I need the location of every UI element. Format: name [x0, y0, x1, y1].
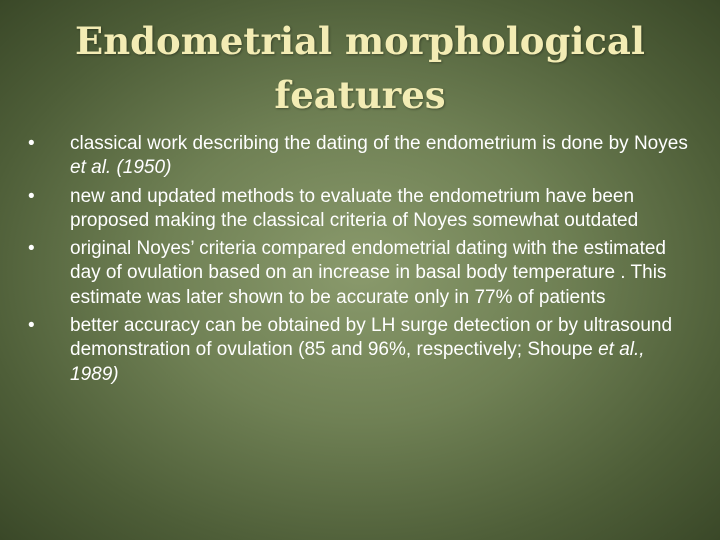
bullet-text: better accuracy can be obtained by LH surge detection or by ultrasound demonstration of ovulation (85 and 96%, respectively; Shoupe [70, 315, 673, 361]
bullet-citation: et al. (1950) [70, 157, 172, 179]
bullet-item [22, 185, 692, 234]
bullet-list [22, 132, 692, 391]
bullet-item [22, 132, 692, 181]
slide-title: Endometrial morphological features [75, 19, 645, 117]
bullet-text: new and updated methods to evaluate the endometrium have been proposed making the classical criteria of Noyes somewhat outdated [70, 185, 639, 231]
bullet-text: original Noyes’ criteria compared endometrial dating with the estimated day of ovulation based on an increase in basal body temperature . This estimate was later shown to be accurate only in 77% of patients [70, 238, 667, 308]
bullet-item [22, 314, 692, 387]
bullet-item [22, 237, 692, 310]
bullet-citation: et al., 1989) [70, 339, 645, 385]
bullet-text: classical work describing the dating of the endometrium is done by Noyes [70, 133, 688, 154]
